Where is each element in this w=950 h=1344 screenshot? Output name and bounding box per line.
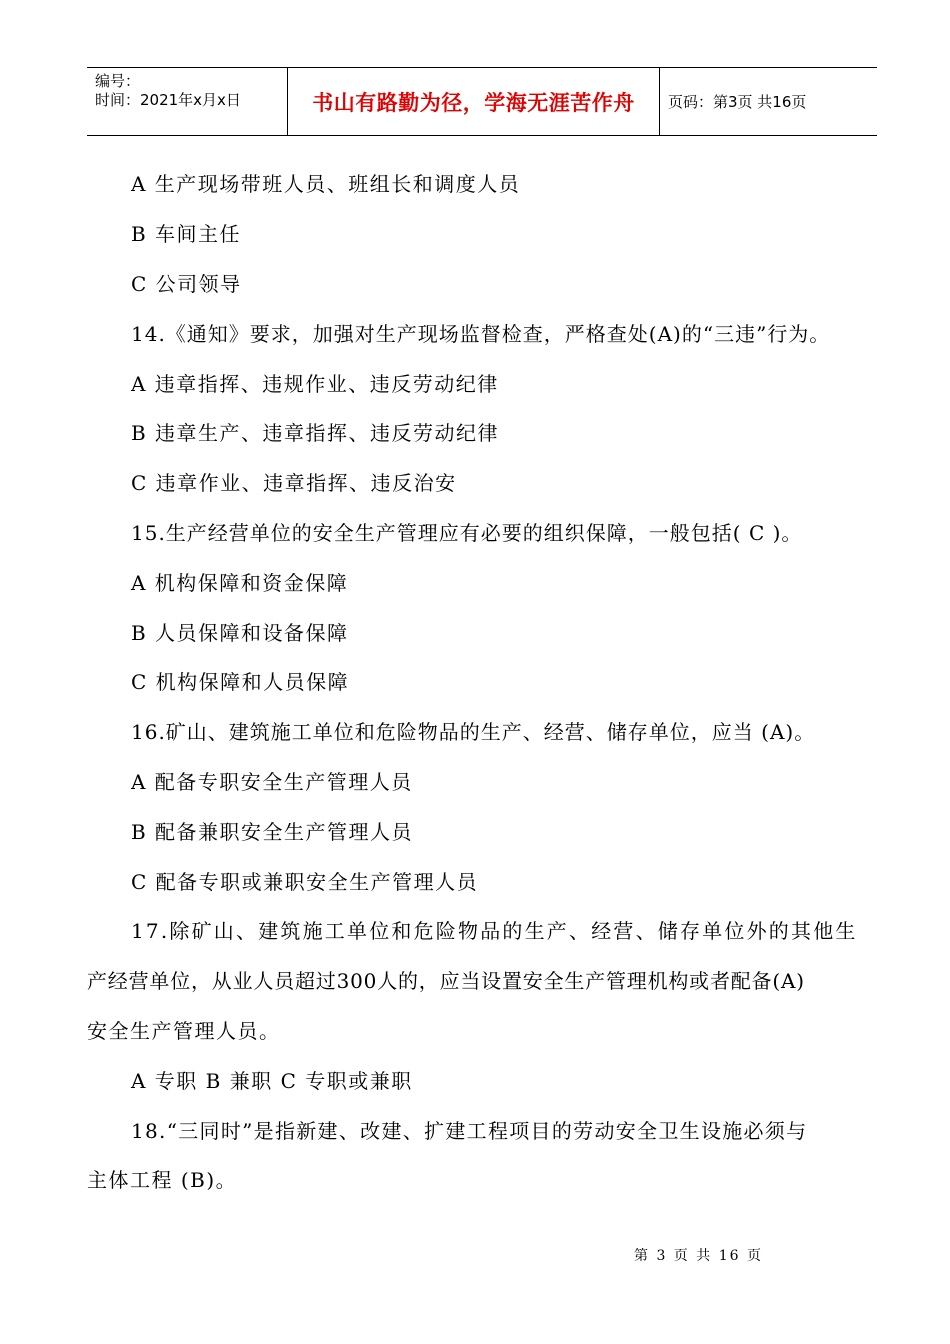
question-line: 产经营单位，从业人员超过300人的，应当设置安全生产管理机构或者配备(A) <box>87 969 805 993</box>
option-line: C 配备专职或兼职安全生产管理人员 <box>131 870 479 894</box>
option-line: B 配备兼职安全生产管理人员 <box>131 820 414 844</box>
option-line: B 违章生产、违章指挥、违反劳动纪律 <box>131 421 500 445</box>
question-line: 主体工程 (B)。 <box>87 1168 238 1192</box>
question-line: 16.矿山、建筑施工单位和危险物品的生产、经营、储存单位，应当 (A)。 <box>131 720 816 744</box>
question-line: 15.生产经营单位的安全生产管理应有必要的组织保障，一般包括( C )。 <box>131 521 803 545</box>
option-line: B 车间主任 <box>131 222 242 246</box>
question-line: 17.除矿山、建筑施工单位和危险物品的生产、经营、储存单位外的其他生 <box>131 919 858 943</box>
number-label: 编号： <box>95 72 141 90</box>
option-line: A 配备专职安全生产管理人员 <box>131 770 413 794</box>
option-line: C 违章作业、违章指挥、违反治安 <box>131 471 457 495</box>
question-line: 安全生产管理人员。 <box>87 1019 281 1043</box>
question-line: 14.《通知》要求，加强对生产现场监督检查，严格查处(A)的“三违”行为。 <box>131 322 831 346</box>
page-footer: 第 3 页 共 16 页 <box>634 1248 763 1264</box>
header-page-info: 页码：第3页 共16页 <box>668 93 807 111</box>
question-line: 18.“三同时”是指新建、改建、扩建工程项目的劳动安全卫生设施必须与 <box>131 1119 808 1143</box>
option-line: C 公司领导 <box>131 272 242 296</box>
header-motto: 书山有路勤为径，学海无涯苦作舟 <box>287 68 660 135</box>
option-line: A 生产现场带班人员、班组长和调度人员 <box>131 172 521 196</box>
option-line: A 违章指挥、违规作业、违反劳动纪律 <box>131 372 499 396</box>
document-header <box>87 67 877 136</box>
header-meta <box>87 68 287 135</box>
option-line: A 专职 B 兼职 C 专职或兼职 <box>131 1069 413 1093</box>
time-label: 时间：2021年x月x日 <box>95 91 241 109</box>
option-line: C 机构保障和人员保障 <box>131 670 350 694</box>
option-line: A 机构保障和资金保障 <box>131 571 349 595</box>
option-line: B 人员保障和设备保障 <box>131 621 349 645</box>
